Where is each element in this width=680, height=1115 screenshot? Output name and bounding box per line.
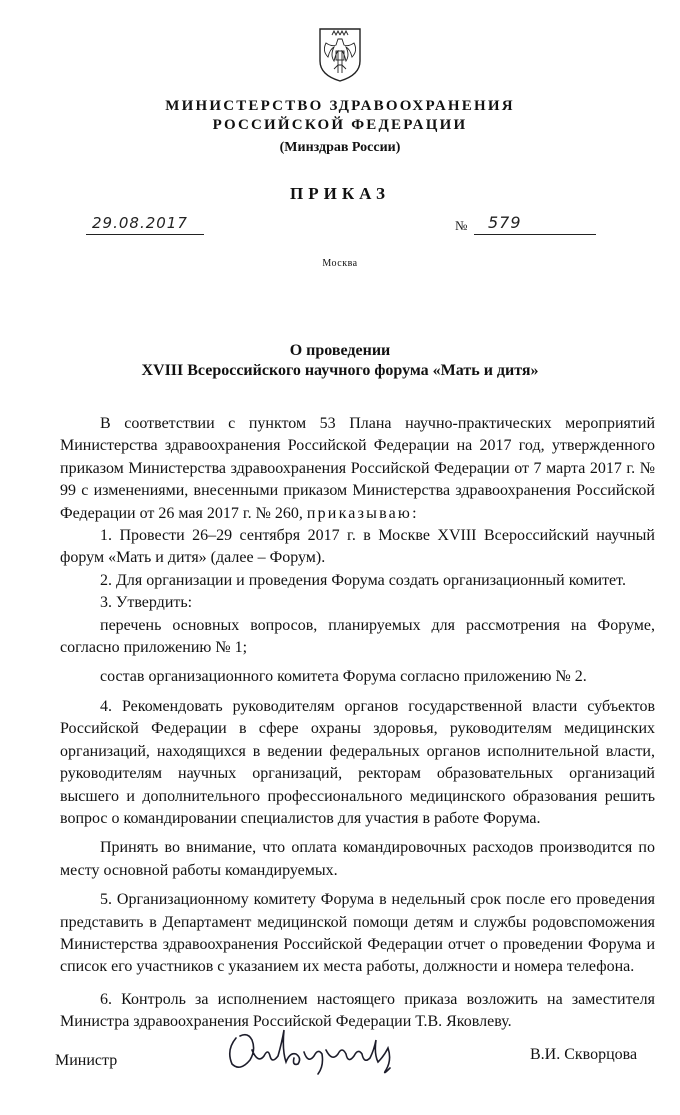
paragraph-6: 6. Контроль за исполнением настоящего приказа возложить на заместителя Министра здравоохранения Российской Федерации Т.В. Яковлеву. <box>60 990 655 1031</box>
paragraph-5: 5. Организационному комитету Форума в недельный срок после его проведения представить в Департамент медицинской помощи детям и службы родовспоможения Министерства здравоохранения Российской Федерации отчет о проведении Форума и список его участников с указанием их места работы, должности и номера телефона. <box>60 891 655 976</box>
ministry-abbreviation: (Минздрав России) <box>279 140 401 155</box>
document-type: ПРИКАЗ <box>290 184 390 203</box>
city: Москва <box>322 258 358 269</box>
handwritten-number: 579 <box>488 213 522 232</box>
paragraph-3: 3. Утвердить: <box>100 594 193 612</box>
ministry-name-line1: МИНИСТЕРСТВО ЗДРАВООХРАНЕНИЯ <box>165 98 515 114</box>
handwritten-date: 29.08.2017 <box>92 214 188 232</box>
paragraph-4b: Принять во внимание, что оплата командировочных расходов производится по месту основной работы командируемых. <box>60 839 655 879</box>
order-keyword: приказываю: <box>306 504 419 522</box>
intro-text: В соответствии с пунктом 53 Плана научно-практических мероприятий Министерства здравоохранения Российской Федерации на 2017 год, утвержденного приказом Министерства здравоохранения Российской Федерации от 7 марта 2017 г. № 99 с изменениями, внесенными приказом Министерства здравоохранения Российской Федерации от 26 мая 2017 г. № 260, <box>60 415 655 522</box>
ministry-name-line2: РОССИЙСКОЙ ФЕДЕРАЦИИ <box>212 117 468 133</box>
signatory-role: Министр <box>55 1052 118 1069</box>
intro-paragraph <box>60 413 655 525</box>
paragraph-1: 1. Провести 26–29 сентября 2017 г. в Москве XVIII Всероссийский научный форум «Мать и дитя» (далее – Форум). <box>60 527 655 567</box>
order-body <box>60 413 655 1034</box>
paragraph-3a: перечень основных вопросов, планируемых для рассмотрения на Форуме, согласно приложению № 1; <box>60 616 655 657</box>
paragraph-3b: состав организационного комитета Форума согласно приложению № 2. <box>100 668 587 686</box>
order-title-line1: О проведении <box>289 342 391 359</box>
paragraph-4: 4. Рекомендовать руководителям органов государственной власти субъектов Российской Федерации в сфере охраны здоровья, руководителям медицинских организаций, находящихся в ведении федеральных органов исполнительной власти, руководителям научных организаций, ректорам образовательных организаций высшего и дополнительного профессионального медицинского образования решить вопрос о командировании специалистов для участия в работе Форума. <box>60 697 655 827</box>
paragraph-2: 2. Для организации и проведения Форума создать организационный комитет. <box>100 571 626 589</box>
signatory-name: В.И. Скворцова <box>530 1046 638 1063</box>
number-label: № <box>455 218 468 233</box>
russian-coat-of-arms-icon <box>316 25 364 83</box>
handwritten-signature-icon <box>222 1020 422 1078</box>
order-title-line2: XVIII Всероссийского научного форума «Мать и дитя» <box>141 362 539 379</box>
